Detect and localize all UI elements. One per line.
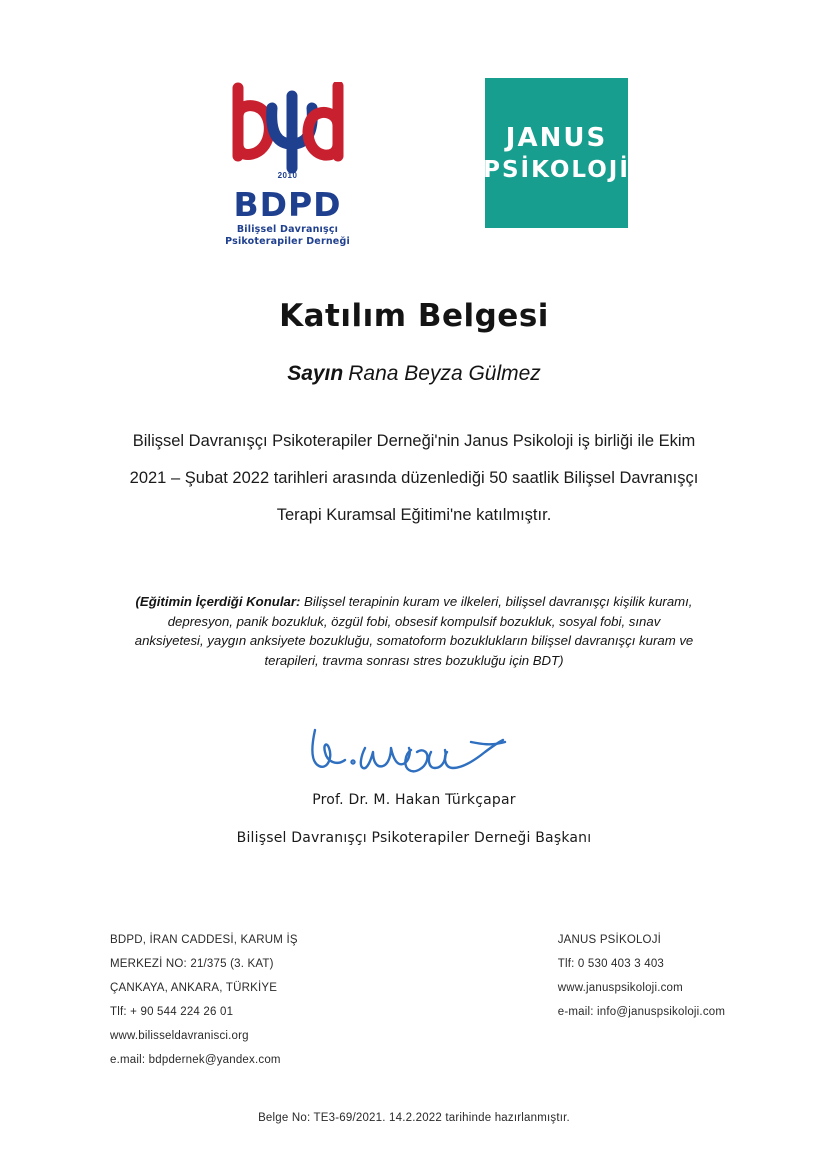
footer-right-line-4: e-mail: info@januspsikoloji.com	[557, 1006, 726, 1018]
training-contents-label: (Eğitimin İçerdiği Konular:	[135, 594, 301, 609]
janus-logo	[485, 78, 628, 228]
bdpd-emblem-icon	[208, 82, 368, 186]
signature-block	[0, 722, 828, 846]
recipient-name: Rana Beyza Gülmez	[348, 362, 541, 385]
footer-right-line-1: JANUS PSİKOLOJİ	[557, 934, 662, 946]
janus-logo-line1: JANUS	[505, 122, 608, 153]
page-title: Katılım Belgesi	[279, 298, 549, 334]
training-contents-note	[134, 592, 694, 670]
recipient-line	[0, 362, 828, 386]
signer-title: Bilişsel Davranışçı Psikoterapiler Derneği Başkanı	[236, 830, 592, 846]
bdpd-year: 2010	[277, 171, 298, 180]
signature-icon	[0, 722, 828, 784]
footer-bdpd-contact	[110, 928, 298, 1072]
footer-left-line-2: MERKEZİ NO: 21/375 (3. KAT)	[110, 958, 274, 970]
footer-left-line-6: e.mail: bdpdernek@yandex.com	[110, 1054, 281, 1066]
logo-row	[0, 78, 828, 263]
certificate-body-text: Bilişsel Davranışçı Psikoterapiler Derneği'nin Janus Psikoloji iş birliği ile Ekim 2021 – Şubat 2022 tarihleri arasında düzenlediği 50 saatlik Bilişsel Davranışçı Terapi Kuramsal Eğitimi'ne katılmıştır.	[129, 432, 699, 524]
document-number: Belge No: TE3-69/2021. 14.2.2022 tarihinde hazırlanmıştır.	[258, 1112, 570, 1124]
footer-right-line-3: www.januspsikoloji.com	[557, 982, 683, 994]
footer-right-line-2: Tlf: 0 530 403 3 403	[557, 958, 665, 970]
footer	[110, 928, 730, 1072]
bdpd-subtitle-line1: Bilişsel Davranışçı	[236, 224, 339, 235]
footer-left-line-4: Tlf: + 90 544 224 26 01	[110, 1006, 234, 1018]
janus-logo-line2: PSİKOLOJİ	[483, 156, 630, 183]
footer-left-line-5: www.bilisseldavranisci.org	[110, 1030, 249, 1042]
footer-left-line-3: ÇANKAYA, ANKARA, TÜRKİYE	[110, 982, 278, 994]
footer-janus-contact	[558, 928, 725, 1072]
recipient-label: Sayın	[287, 362, 344, 385]
signer-name: Prof. Dr. M. Hakan Türkçapar	[312, 792, 516, 808]
bdpd-abbreviation: BDPD	[233, 185, 342, 224]
training-contents-text: Bilişsel terapinin kuram ve ilkeleri, bilişsel davranışçı kişilik kuramı, depresyon, panik bozukluk, özgül fobi, obsesif kompulsif bozukluk, sosyal fobi, sınav anksiyetesi, yaygın anksiyete bozukluğu, somatoform bozuklukların bilişsel davranışçı kuram ve terapileri, travma sonrası stres bozukluğu için BDT)	[134, 594, 694, 668]
bdpd-logo	[200, 78, 375, 247]
footer-left-line-1: BDPD, İRAN CADDESİ, KARUM İŞ	[110, 934, 298, 946]
bdpd-subtitle-line2: Psikoterapiler Derneği	[225, 235, 350, 247]
